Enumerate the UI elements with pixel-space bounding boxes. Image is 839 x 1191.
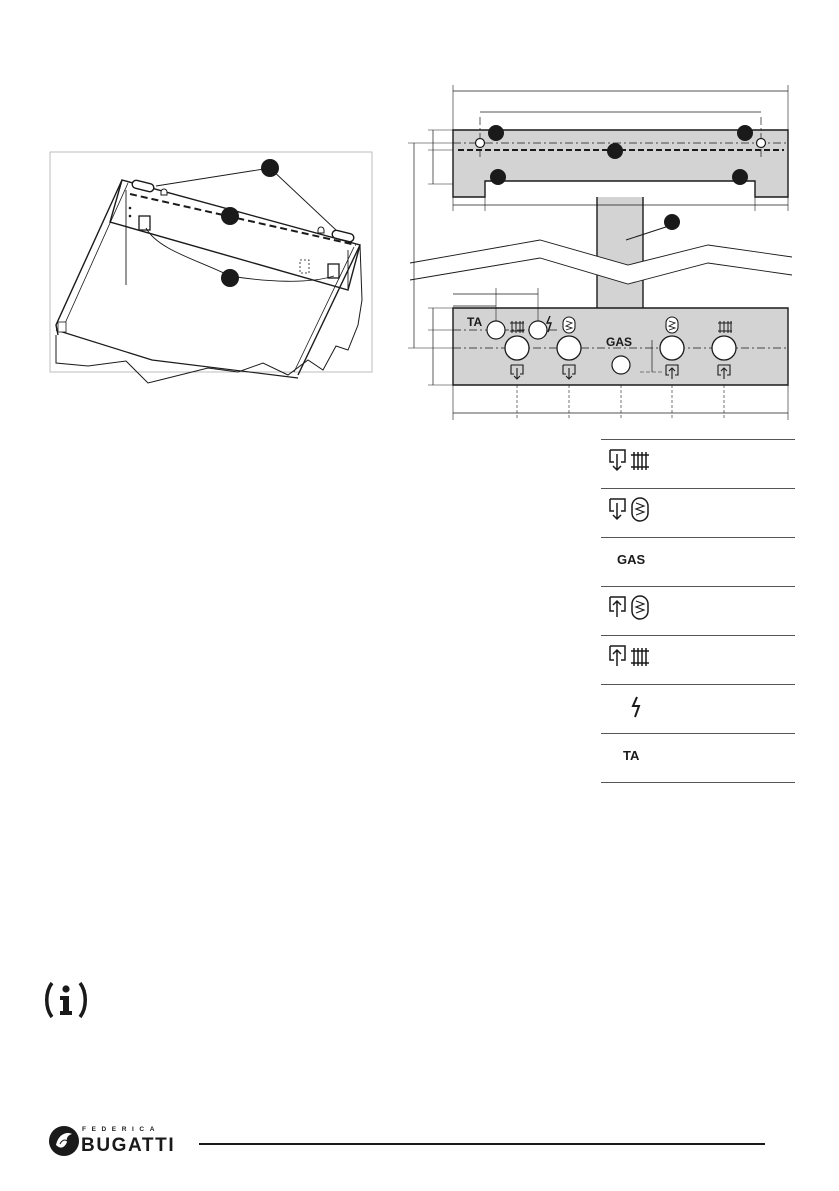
ta-label: TA (467, 315, 483, 329)
floor-front-edge (56, 330, 298, 378)
connection-legend-table (601, 439, 795, 783)
connection-radiator-inflow (712, 336, 736, 360)
connection-boiler-inflow (660, 336, 684, 360)
legend-row-boiler-inflow (601, 586, 795, 635)
installation-perspective-drawing (48, 150, 378, 390)
hook-hole-left (161, 189, 167, 195)
callout-marker-3 (221, 269, 239, 287)
connection-boiler-outflow (557, 336, 581, 360)
legend-gas-label: GAS (617, 552, 646, 567)
boiler-icon (666, 317, 678, 333)
wall-left-edge (56, 180, 122, 335)
connection-gas (612, 356, 630, 374)
legend-row-gas (601, 537, 795, 586)
connection-electric (529, 321, 547, 339)
wall-inner-left (62, 183, 128, 330)
fixing-hole-left (476, 139, 485, 148)
legend-row-radiator-inflow (601, 635, 795, 684)
boiler-icon (563, 317, 575, 333)
callout-marker-c (607, 143, 623, 159)
template-stem (597, 197, 643, 308)
screw-dot (129, 207, 132, 210)
connection-ta (487, 321, 505, 339)
callout-marker-a (488, 125, 504, 141)
brand-name: BUGATTI (81, 1135, 176, 1156)
inflow-radiator-icon (607, 644, 667, 674)
pipe-opening-left (139, 216, 150, 230)
legend-row-boiler-outflow (601, 488, 795, 537)
callout-marker-1 (261, 159, 279, 177)
info-icon (44, 980, 88, 1020)
outflow-radiator-icon (607, 448, 667, 478)
callout-marker-b (737, 125, 753, 141)
footer-rule (199, 1143, 765, 1145)
template-upper-plate (453, 130, 788, 197)
callout-leader (156, 168, 270, 186)
legend-row-electric (601, 684, 795, 733)
connection-radiator-outflow (505, 336, 529, 360)
callout-leader (270, 168, 336, 230)
callout-marker-d (490, 169, 506, 185)
callout-marker-2 (221, 207, 239, 225)
fixing-hole-right (757, 139, 766, 148)
callout-marker-e (732, 169, 748, 185)
outflow-boiler-icon (607, 497, 667, 527)
brand-logo-emblem (48, 1125, 80, 1157)
legend-row-ta (601, 733, 795, 783)
mounting-template-dimension-drawing (400, 80, 800, 425)
gas-label: GAS (606, 335, 633, 349)
brand-small-text: FEDERICA (82, 1126, 161, 1133)
screw-dot (129, 215, 132, 218)
lightning-icon (607, 693, 667, 723)
legend-ta-label: TA (623, 748, 640, 763)
corner-block (58, 322, 66, 332)
hook-hole-right (318, 227, 324, 233)
callout-marker-f (664, 214, 680, 230)
inflow-boiler-icon (607, 595, 667, 625)
legend-row-radiator-outflow (601, 439, 795, 488)
